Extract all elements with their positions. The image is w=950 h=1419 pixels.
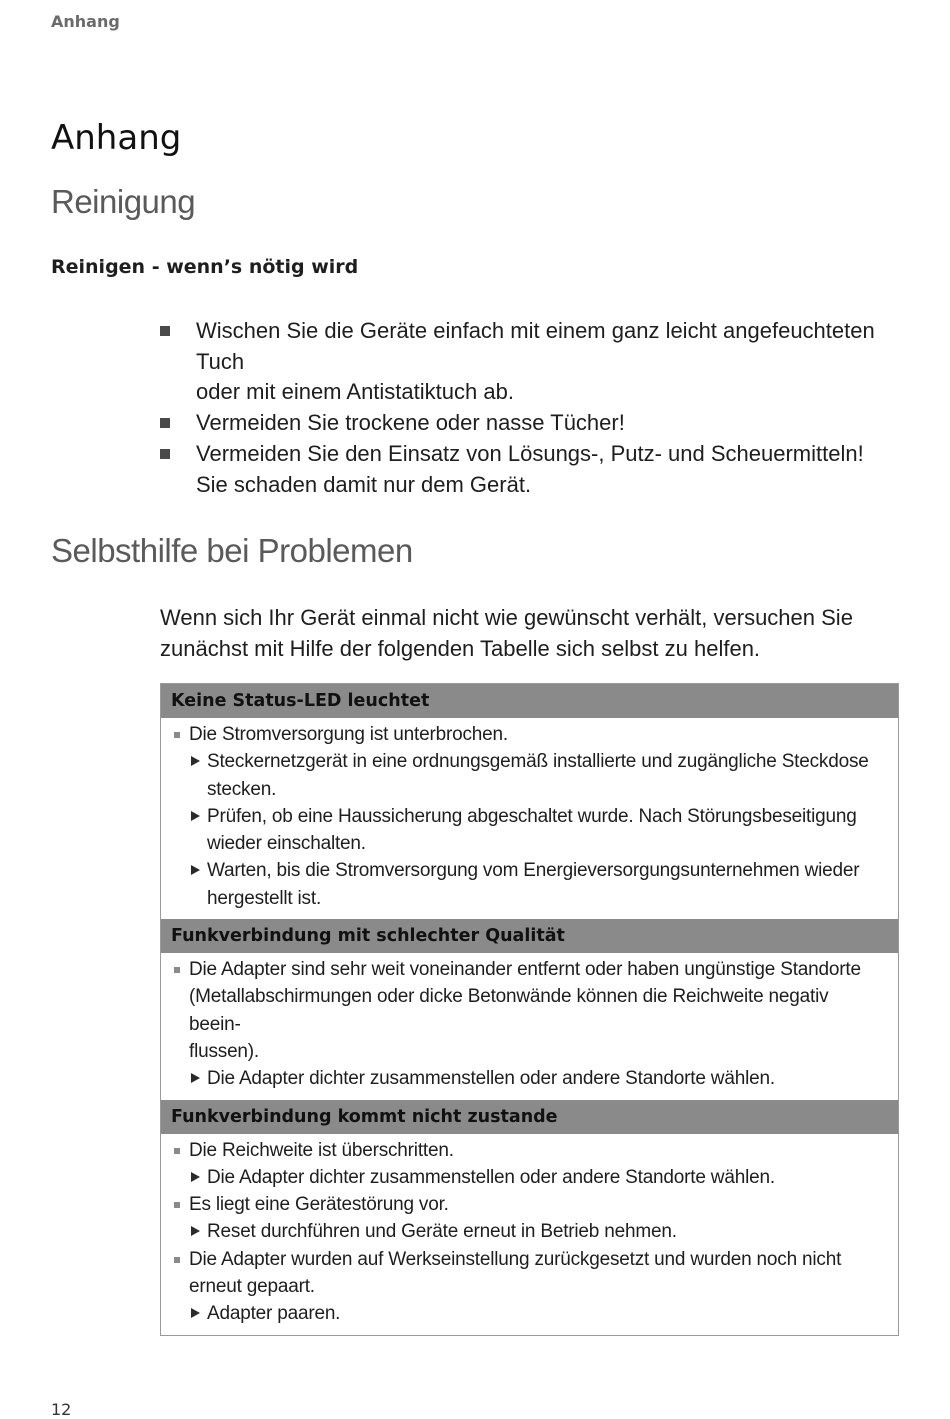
action-line: Reset durchführen und Geräte erneut in Betrieb nehmen. xyxy=(207,1221,677,1243)
arrow-right-icon xyxy=(191,811,200,821)
cause-line: Die Adapter sind sehr weit voneinander entfernt oder haben ungünstige Standorte xyxy=(189,959,861,981)
cause-line: flussen). xyxy=(189,1040,260,1062)
square-bullet-icon xyxy=(160,449,170,459)
action-item xyxy=(173,1065,884,1092)
list-item xyxy=(158,316,903,408)
action-line: Die Adapter dichter zusammenstellen oder andere Standorte wählen. xyxy=(207,1068,775,1090)
list-item-line: oder mit einem Antistatiktuch ab. xyxy=(196,379,514,405)
cause-item xyxy=(173,1246,884,1301)
cause-line: erneut gepaart. xyxy=(189,1276,315,1298)
section-title-cleaning: Reinigung xyxy=(51,183,196,220)
square-bullet-icon xyxy=(174,1148,180,1154)
action-line: hergestellt ist. xyxy=(207,887,322,909)
arrow-right-icon xyxy=(191,1073,200,1083)
square-bullet-icon xyxy=(160,326,170,336)
square-bullet-icon xyxy=(174,1202,180,1208)
cause-item xyxy=(173,721,884,748)
arrow-right-icon xyxy=(191,865,200,875)
cleaning-list xyxy=(158,316,903,500)
problem-heading: Funkverbindung mit schlechter Qualität xyxy=(161,919,898,953)
cleaning-subtitle: Reinigen - wenn’s nötig wird xyxy=(51,256,359,278)
list-item-line: Wischen Sie die Geräte einfach mit einem ganz leicht angefeuchteten Tuch xyxy=(196,318,875,374)
arrow-right-icon xyxy=(191,1172,200,1182)
troubleshooting-table xyxy=(160,683,899,1336)
square-bullet-icon xyxy=(174,1257,180,1263)
page-title: Anhang xyxy=(51,118,182,158)
action-line: Adapter paaren. xyxy=(207,1303,341,1325)
running-header: Anhang xyxy=(51,12,120,31)
cause-line: Die Stromversorgung ist unterbrochen. xyxy=(189,724,508,745)
selfhelp-intro xyxy=(160,602,880,664)
action-item xyxy=(173,1300,884,1327)
action-item xyxy=(173,1164,884,1191)
action-line: wieder einschalten. xyxy=(207,833,366,855)
arrow-right-icon xyxy=(191,1308,200,1318)
action-line: Warten, bis die Stromversorgung vom Energieversorgungsunternehmen wieder xyxy=(207,860,860,882)
action-line: Die Adapter dichter zusammenstellen oder andere Standorte wählen. xyxy=(207,1166,775,1188)
cause-line: Es liegt eine Gerätestörung vor. xyxy=(189,1194,449,1216)
arrow-right-icon xyxy=(191,756,200,766)
intro-line: Wenn sich Ihr Gerät einmal nicht wie gewünscht verhält, versuchen Sie xyxy=(160,605,853,630)
cause-item xyxy=(173,956,884,1065)
action-line: stecken. xyxy=(207,778,277,800)
action-item xyxy=(173,748,884,803)
list-item-line: Sie schaden damit nur dem Gerät. xyxy=(196,471,532,497)
problem-heading: Keine Status-LED leuchtet xyxy=(161,684,898,718)
problem-body xyxy=(161,718,898,919)
page-number: 12 xyxy=(51,1400,72,1419)
cause-line: (Metallabschirmungen oder dicke Betonwände können die Reichweite negativ beein- xyxy=(189,986,829,1035)
square-bullet-icon xyxy=(174,732,180,738)
list-item xyxy=(158,439,903,500)
problem-heading: Funkverbindung kommt nicht zustande xyxy=(161,1100,898,1134)
problem-body xyxy=(161,1134,898,1335)
problem-body xyxy=(161,953,898,1099)
cause-line: Die Adapter wurden auf Werkseinstellung zurückgesetzt und wurden noch nicht xyxy=(189,1248,842,1270)
section-title-selfhelp: Selbsthilfe bei Problemen xyxy=(51,532,413,569)
cause-item xyxy=(173,1137,884,1164)
action-item xyxy=(173,1218,884,1245)
action-item xyxy=(173,857,884,912)
action-item xyxy=(173,803,884,858)
action-line: Steckernetzgerät in eine ordnungsgemäß installierte und zugängliche Steckdose xyxy=(207,751,869,773)
square-bullet-icon xyxy=(160,418,170,428)
square-bullet-icon xyxy=(174,967,180,973)
cause-line: Die Reichweite ist überschritten. xyxy=(189,1139,454,1161)
action-line: Prüfen, ob eine Haussicherung abgeschaltet wurde. Nach Störungsbeseitigung xyxy=(207,805,857,827)
list-item xyxy=(158,408,903,439)
arrow-right-icon xyxy=(191,1226,200,1236)
cause-item xyxy=(173,1191,884,1218)
list-item-line: Vermeiden Sie den Einsatz von Lösungs-, Putz- und Scheuermitteln! xyxy=(196,440,864,466)
list-item-line: Vermeiden Sie trockene oder nasse Tücher! xyxy=(196,410,625,436)
intro-line: zunächst mit Hilfe der folgenden Tabelle sich selbst zu helfen. xyxy=(160,636,761,661)
